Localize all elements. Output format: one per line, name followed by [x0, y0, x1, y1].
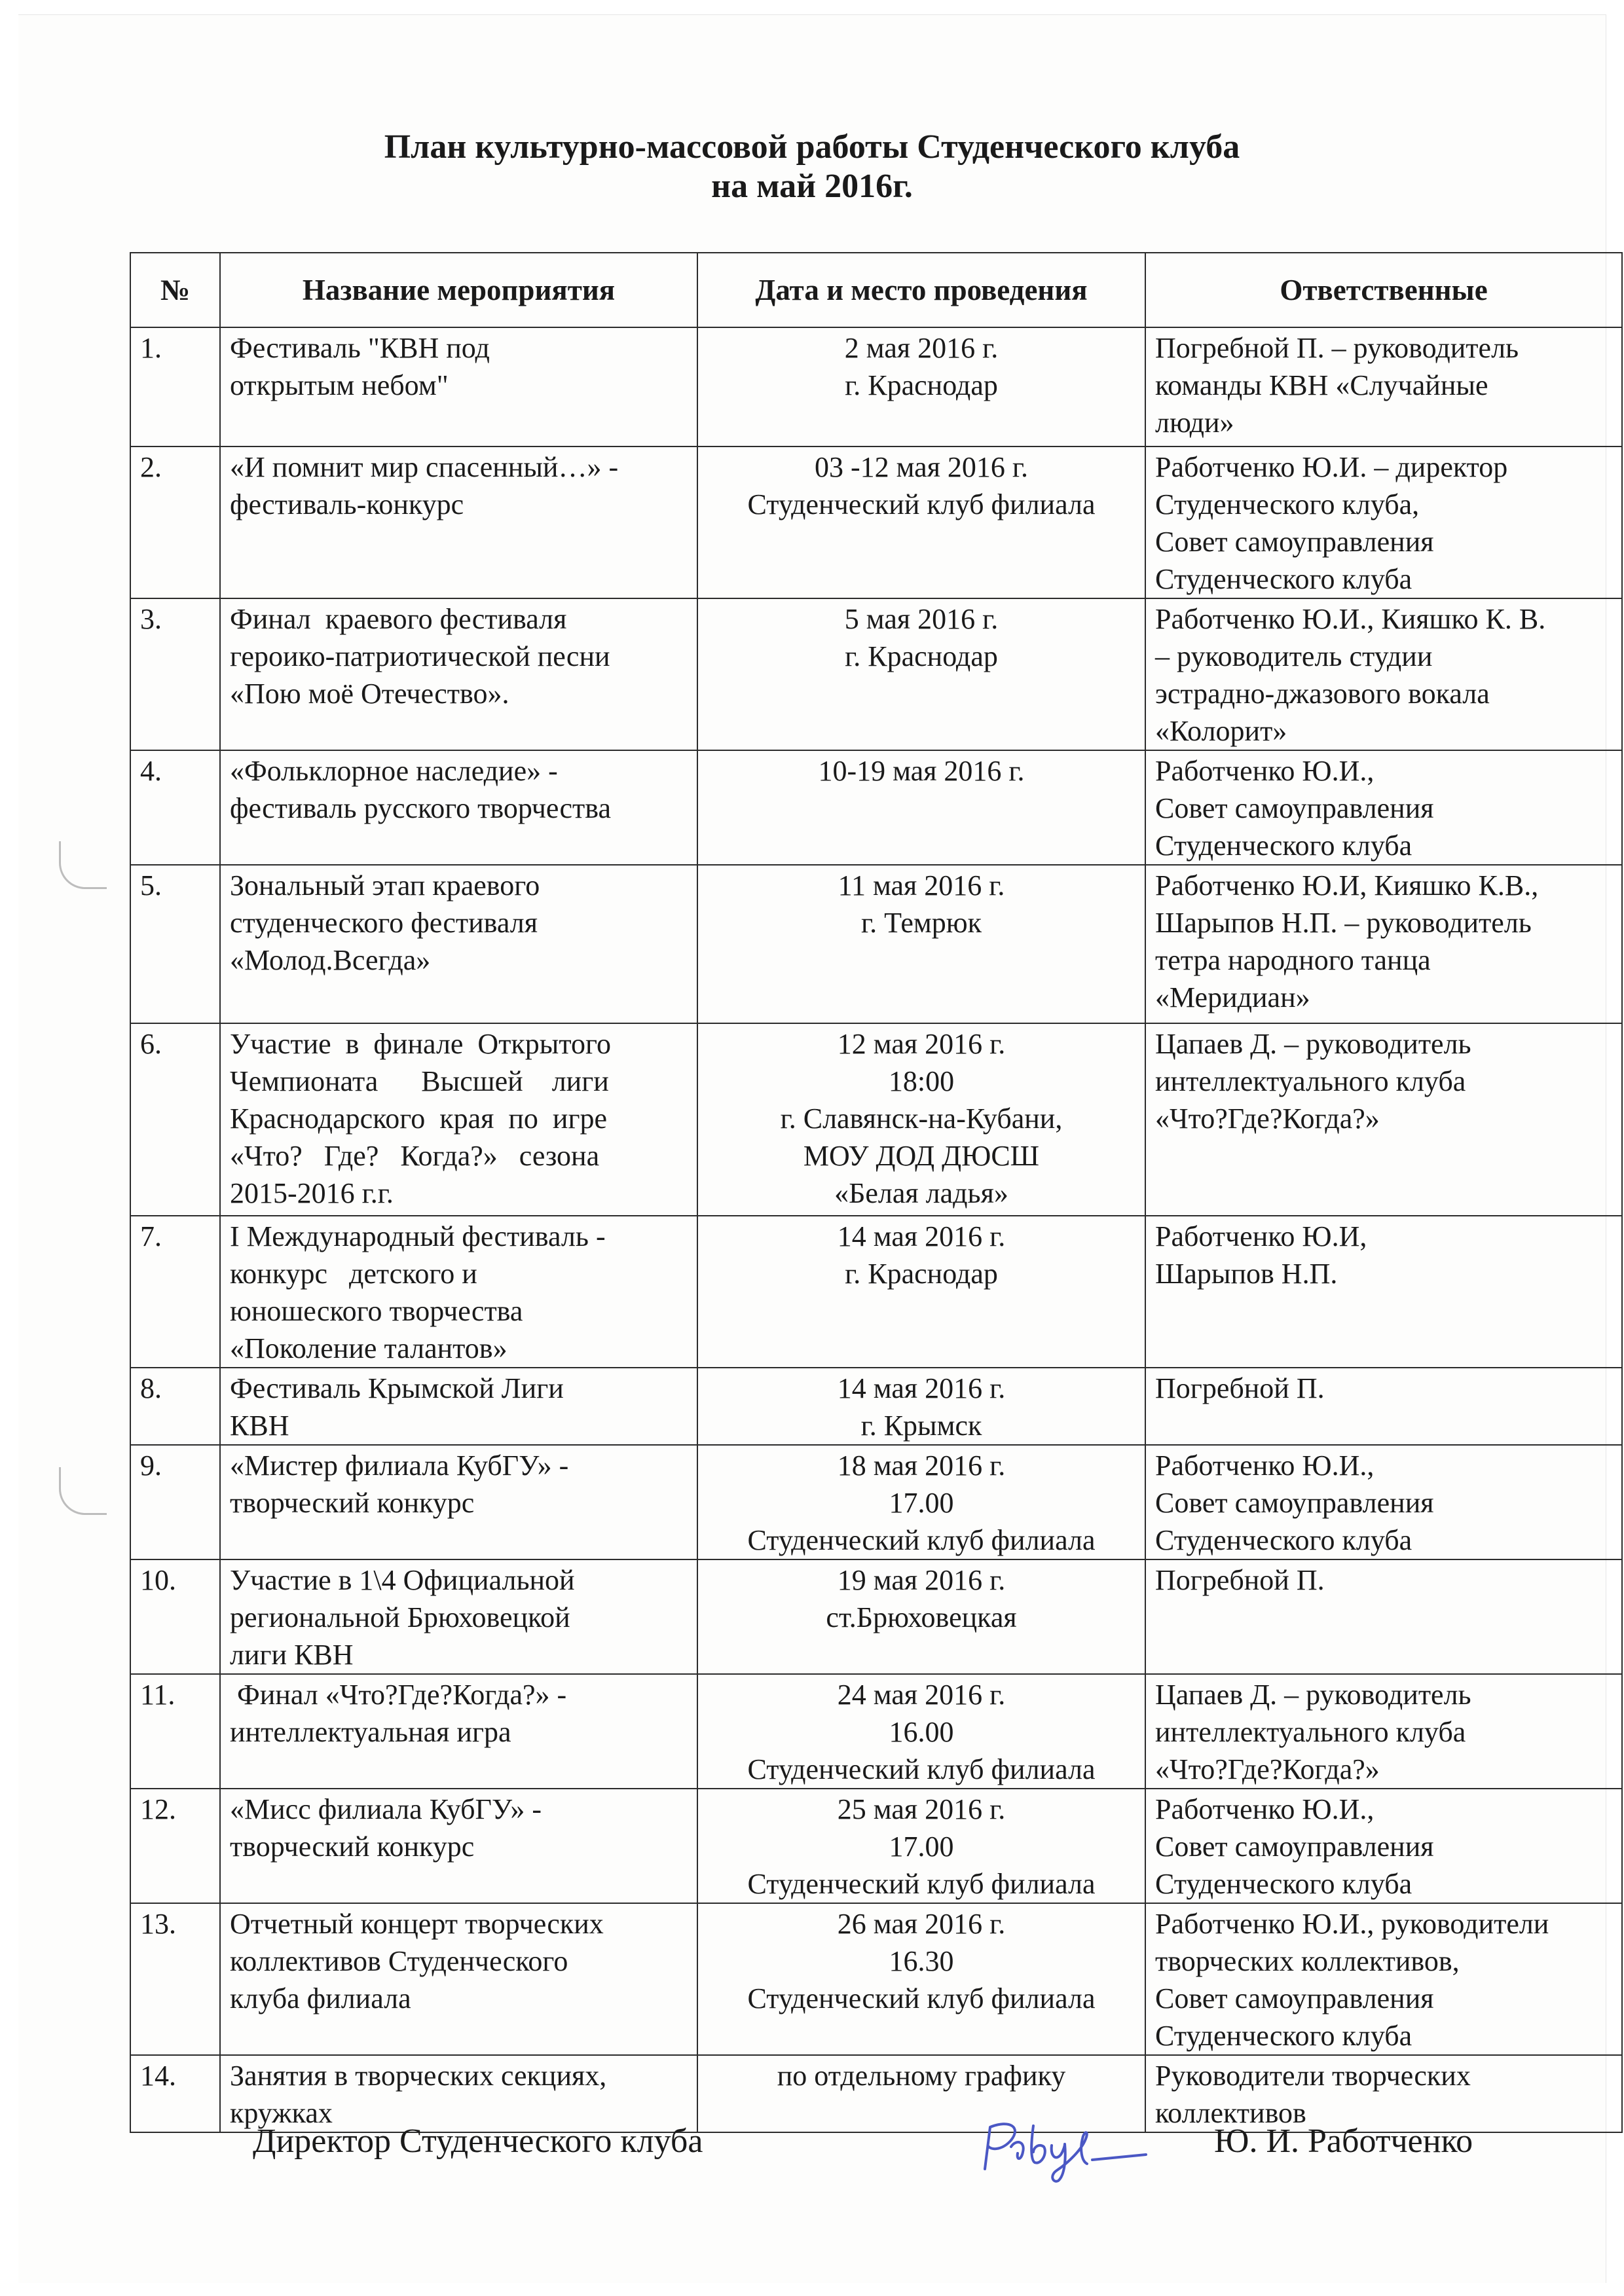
event-date-place — [697, 750, 1145, 865]
event-date-place — [697, 865, 1145, 1023]
event-responsible-line: Студенческого клуба — [1155, 829, 1412, 862]
event-name — [220, 1559, 697, 1674]
event-responsible-line: Погребной П. – руководитель — [1155, 332, 1519, 364]
event-name-line: Фестиваль Крымской Лиги — [230, 1372, 564, 1404]
row-number: 5. — [130, 865, 220, 1023]
event-responsible-line: «Что?Где?Когда?» — [1155, 1753, 1380, 1785]
event-name-line: Участие в финале Открытого — [230, 1028, 611, 1060]
event-responsible-line: интеллектуального клуба — [1155, 1065, 1466, 1097]
event-date-place-line: г. Краснодар — [845, 1258, 998, 1290]
event-date-place — [697, 1368, 1145, 1445]
event-name-line: «И помнит мир спасенный…» - — [230, 451, 619, 483]
event-date-place-line: г. Краснодар — [845, 369, 998, 401]
event-responsible — [1145, 2055, 1622, 2132]
event-responsible-line: Совет самоуправления — [1155, 526, 1434, 558]
event-date-place-line: 16.30 — [889, 1945, 954, 1977]
event-date-place-line: 14 мая 2016 г. — [837, 1220, 1006, 1252]
event-name — [220, 1445, 697, 1559]
table-row — [130, 750, 1622, 865]
row-number: 14. — [130, 2055, 220, 2132]
event-date-place-line: 16.00 — [889, 1716, 954, 1748]
event-name-line: клуба филиала — [230, 1982, 411, 2014]
event-name-line: фестиваль русского творчества — [230, 792, 611, 824]
event-name-line: кружках — [230, 2097, 333, 2129]
event-name-line: Финал «Что?Где?Когда?» - — [230, 1679, 567, 1711]
event-date-place-line: 25 мая 2016 г. — [837, 1793, 1006, 1825]
event-responsible-line: Работченко Ю.И., руководители — [1155, 1908, 1549, 1940]
event-date-place — [697, 1216, 1145, 1368]
header-date-place: Дата и место проведения — [697, 253, 1145, 327]
event-date-place-line: Студенческий клуб филиала — [747, 1868, 1096, 1900]
punch-hole-mark — [59, 841, 107, 889]
table-row — [130, 598, 1622, 750]
event-responsible-line: Шарыпов Н.П. — [1155, 1258, 1338, 1290]
event-date-place-line: 11 мая 2016 г. — [838, 869, 1005, 902]
event-date-place-line: ст.Брюховецкая — [826, 1601, 1017, 1633]
row-number: 9. — [130, 1445, 220, 1559]
document-page — [18, 14, 1606, 2283]
event-responsible-line: Работченко Ю.И, Кияшко К.В., — [1155, 869, 1539, 902]
punch-hole-mark — [59, 1467, 107, 1515]
event-name — [220, 1216, 697, 1368]
event-responsible-line: Студенческого клуба, — [1155, 488, 1420, 520]
event-name-line: «Фольклорное наследие» - — [230, 755, 558, 787]
event-responsible — [1145, 327, 1622, 446]
event-responsible-line: Совет самоуправления — [1155, 1487, 1434, 1519]
event-name — [220, 1674, 697, 1789]
event-name-line: Участие в 1\4 Официальной — [230, 1564, 575, 1596]
event-date-place-line: 14 мая 2016 г. — [837, 1372, 1006, 1404]
table-row — [130, 865, 1622, 1023]
event-name — [220, 446, 697, 598]
event-responsible-line: Цапаев Д. – руководитель — [1155, 1028, 1471, 1060]
signatory-position: Директор Студенческого клуба — [253, 2123, 703, 2160]
event-name — [220, 598, 697, 750]
event-name — [220, 1789, 697, 1903]
event-date-place-line: 5 мая 2016 г. — [844, 603, 999, 635]
event-name-line: творческий конкурс — [230, 1487, 475, 1519]
event-name — [220, 1023, 697, 1216]
event-date-place-line: г. Темрюк — [861, 907, 982, 939]
table-row — [130, 1903, 1622, 2055]
event-responsible-line: Погребной П. — [1155, 1372, 1325, 1404]
event-date-place-line: 19 мая 2016 г. — [837, 1564, 1006, 1596]
event-name-line: творческий конкурс — [230, 1831, 475, 1863]
event-name-line: Зональный этап краевого — [230, 869, 540, 902]
event-responsible — [1145, 598, 1622, 750]
event-responsible — [1145, 1674, 1622, 1789]
event-name-line: юношеского творчества — [230, 1295, 523, 1327]
event-name — [220, 2055, 697, 2132]
event-date-place — [697, 1789, 1145, 1903]
event-date-place — [697, 327, 1145, 446]
event-name-line: лиги КВН — [230, 1639, 354, 1671]
event-name-line: «Что? Где? Когда?» сезона — [230, 1140, 600, 1172]
event-name — [220, 327, 697, 446]
row-number: 8. — [130, 1368, 220, 1445]
event-responsible-line: Работченко Ю.И, — [1155, 1220, 1367, 1252]
event-date-place — [697, 446, 1145, 598]
event-name-line: Отчетный концерт творческих — [230, 1908, 604, 1940]
event-responsible-line: Совет самоуправления — [1155, 1982, 1434, 2014]
event-responsible — [1145, 1216, 1622, 1368]
event-date-place-line: МОУ ДОД ДЮСШ — [803, 1140, 1040, 1172]
event-name-line: фестиваль-конкурс — [230, 488, 464, 520]
event-name-line: конкурс детского и — [230, 1258, 477, 1290]
event-name — [220, 865, 697, 1023]
event-responsible — [1145, 865, 1622, 1023]
event-name-line: «Пою моё Отечество». — [230, 678, 509, 710]
event-responsible-line: Совет самоуправления — [1155, 792, 1434, 824]
event-name-line: Занятия в творческих секциях, — [230, 2060, 607, 2092]
event-date-place — [697, 598, 1145, 750]
event-responsible-line: Работченко Ю.И. – директор — [1155, 451, 1508, 483]
row-number: 13. — [130, 1903, 220, 2055]
event-name-line: Фестиваль "КВН под — [230, 332, 490, 364]
table-row — [130, 1559, 1622, 1674]
event-responsible-line: Работченко Ю.И., — [1155, 1449, 1375, 1482]
event-name-line: «Молод.Всегда» — [230, 944, 431, 976]
events-table — [130, 252, 1623, 2133]
event-date-place-line: Студенческий клуб филиала — [747, 1753, 1096, 1785]
header-event-name: Название мероприятия — [220, 253, 697, 327]
event-date-place-line: 18 мая 2016 г. — [837, 1449, 1006, 1482]
event-responsible-line: творческих коллективов, — [1155, 1945, 1460, 1977]
event-responsible — [1145, 1445, 1622, 1559]
event-responsible-line: тетра народного танца — [1155, 944, 1431, 976]
event-responsible-line: Цапаев Д. – руководитель — [1155, 1679, 1471, 1711]
event-date-place-line: 24 мая 2016 г. — [837, 1679, 1006, 1711]
event-name-line: «Поколение талантов» — [230, 1332, 507, 1364]
event-responsible-line: Работченко Ю.И., — [1155, 755, 1375, 787]
row-number: 2. — [130, 446, 220, 598]
event-name-line: студенческого фестиваля — [230, 907, 538, 939]
event-responsible-line: – руководитель студии — [1155, 640, 1433, 672]
event-responsible-line: Студенческого клуба — [1155, 2020, 1412, 2052]
document-title — [18, 128, 1606, 206]
event-name-line: Финал краевого фестиваля — [230, 603, 567, 635]
table-row — [130, 2055, 1622, 2132]
event-date-place-line: 10-19 мая 2016 г. — [818, 755, 1025, 787]
event-date-place-line: г. Краснодар — [845, 640, 998, 672]
event-responsible-line: Погребной П. — [1155, 1564, 1325, 1596]
table-row — [130, 327, 1622, 446]
table-row — [130, 446, 1622, 598]
table-row — [130, 1216, 1622, 1368]
table-row — [130, 1368, 1622, 1445]
event-responsible-line: Совет самоуправления — [1155, 1831, 1434, 1863]
event-name-line: 2015-2016 г.г. — [230, 1177, 394, 1209]
row-number: 4. — [130, 750, 220, 865]
event-name-line: I Международный фестиваль - — [230, 1220, 606, 1252]
event-responsible — [1145, 1023, 1622, 1216]
table-row — [130, 1023, 1622, 1216]
event-date-place-line: г. Крымск — [860, 1410, 982, 1442]
event-responsible-line: Студенческого клуба — [1155, 1868, 1412, 1900]
event-responsible-line: «Меридиан» — [1155, 981, 1310, 1013]
event-responsible — [1145, 1368, 1622, 1445]
event-responsible-line: эстрадно-джазового вокала — [1155, 678, 1490, 710]
row-number: 12. — [130, 1789, 220, 1903]
title-line-2: на май 2016г. — [711, 168, 913, 205]
event-date-place — [697, 1445, 1145, 1559]
event-responsible-line: Студенческого клуба — [1155, 563, 1412, 595]
event-name-line: КВН — [230, 1410, 289, 1442]
event-date-place-line: 2 мая 2016 г. — [844, 332, 999, 364]
header-number: № — [130, 253, 220, 327]
event-name-line: героико-патриотической песни — [230, 640, 610, 672]
event-date-place-line: 03 -12 мая 2016 г. — [814, 451, 1029, 483]
event-responsible — [1145, 446, 1622, 598]
title-line-1: План культурно-массовой работы Студенческого клуба — [384, 128, 1240, 166]
table-body — [130, 327, 1622, 2132]
event-date-place-line: по отдельному графику — [777, 2060, 1066, 2092]
event-responsible-line: Работченко Ю.И., — [1155, 1793, 1375, 1825]
event-date-place-line: Студенческий клуб филиала — [747, 1524, 1096, 1556]
event-name-line: интеллектуальная игра — [230, 1716, 511, 1748]
event-date-place — [697, 1903, 1145, 2055]
event-name-line: открытым небом" — [230, 369, 449, 401]
event-name-line: «Мистер филиала КубГУ» - — [230, 1449, 569, 1482]
event-responsible-line: «Колорит» — [1155, 715, 1287, 747]
event-responsible — [1145, 1559, 1622, 1674]
event-date-place-line: 17.00 — [889, 1487, 954, 1519]
event-name-line: коллективов Студенческого — [230, 1945, 568, 1977]
event-responsible-line: интеллектуального клуба — [1155, 1716, 1466, 1748]
event-name — [220, 1903, 697, 2055]
event-responsible-line: команды КВН «Случайные — [1155, 369, 1488, 401]
event-name-line: Чемпионата Высшей лиги — [230, 1065, 609, 1097]
row-number: 11. — [130, 1674, 220, 1789]
table-row — [130, 1789, 1622, 1903]
event-date-place — [697, 1674, 1145, 1789]
event-name-line: Краснодарского края по игре — [230, 1102, 608, 1135]
table-row — [130, 1674, 1622, 1789]
handwritten-signature — [970, 2113, 1154, 2194]
event-name — [220, 1368, 697, 1445]
header-responsible: Ответственные — [1145, 253, 1622, 327]
event-date-place-line: Студенческий клуб филиала — [747, 488, 1096, 520]
event-date-place-line: Студенческий клуб филиала — [747, 1982, 1096, 2014]
event-date-place-line: 26 мая 2016 г. — [837, 1908, 1006, 1940]
event-date-place-line: 12 мая 2016 г. — [837, 1028, 1006, 1060]
event-date-place — [697, 1559, 1145, 1674]
row-number: 7. — [130, 1216, 220, 1368]
signatory-name: Ю. И. Работченко — [1214, 2123, 1473, 2160]
table-row — [130, 1445, 1622, 1559]
event-responsible-line: «Что?Где?Когда?» — [1155, 1102, 1380, 1135]
event-name-line: региональной Брюховецкой — [230, 1601, 570, 1633]
event-responsible-line: Руководители творческих — [1155, 2060, 1471, 2092]
event-date-place-line: г. Славянск-на-Кубани, — [780, 1102, 1063, 1135]
event-date-place — [697, 1023, 1145, 1216]
event-responsible-line: коллективов — [1155, 2097, 1306, 2129]
event-date-place-line: 18:00 — [888, 1065, 955, 1097]
event-responsible-line: Работченко Ю.И., Кияшко К. В. — [1155, 603, 1546, 635]
row-number: 3. — [130, 598, 220, 750]
event-responsible-line: люди» — [1155, 407, 1234, 439]
event-responsible-line: Студенческого клуба — [1155, 1524, 1412, 1556]
event-date-place-line: «Белая ладья» — [834, 1177, 1008, 1209]
table-header-row — [130, 253, 1622, 327]
event-responsible — [1145, 1789, 1622, 1903]
event-name — [220, 750, 697, 865]
row-number: 1. — [130, 327, 220, 446]
event-responsible-line: Шарыпов Н.П. – руководитель — [1155, 907, 1532, 939]
event-responsible — [1145, 750, 1622, 865]
row-number: 10. — [130, 1559, 220, 1674]
row-number: 6. — [130, 1023, 220, 1216]
event-name-line: «Мисс филиала КубГУ» - — [230, 1793, 542, 1825]
event-date-place-line: 17.00 — [889, 1831, 954, 1863]
event-responsible — [1145, 1903, 1622, 2055]
